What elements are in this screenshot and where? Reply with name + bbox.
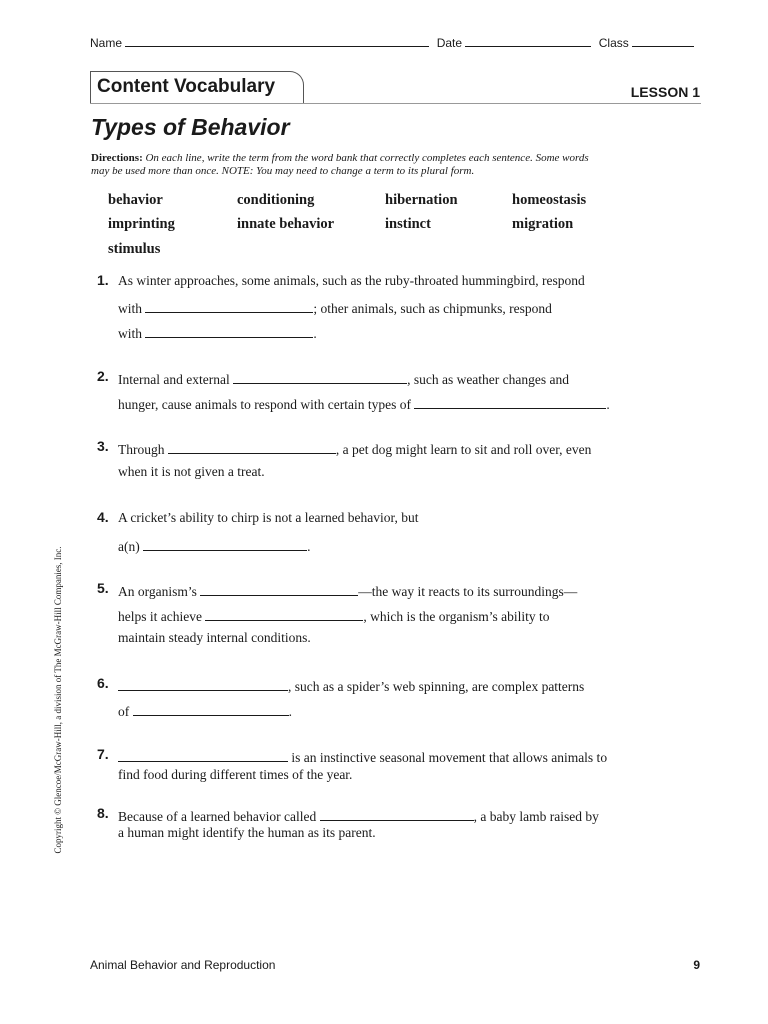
answer-blank[interactable] — [143, 536, 307, 551]
question-text: . — [307, 539, 311, 554]
class-field[interactable] — [632, 33, 694, 47]
header-divider — [90, 103, 701, 104]
question-text: . — [313, 326, 317, 341]
question-number: 6. — [97, 675, 109, 691]
directions-label: Directions: — [91, 152, 143, 164]
section-title: Content Vocabulary — [97, 76, 276, 97]
question-text: —the way it reacts to its surroundings— — [358, 584, 578, 599]
question-number: 5. — [97, 580, 109, 596]
page-number: 9 — [693, 958, 700, 972]
question-text: Because of a learned behavior called — [118, 809, 317, 824]
answer-blank[interactable] — [233, 369, 407, 384]
word-bank-item: imprinting — [108, 216, 175, 232]
question-text: a(n) — [118, 539, 140, 554]
name-field[interactable] — [125, 33, 429, 47]
word-bank-item: migration — [512, 216, 574, 232]
question-number: 7. — [97, 746, 109, 762]
directions-line2: may be used more than once. NOTE: You may need to change a term to its plural form. — [91, 165, 475, 177]
date-field[interactable] — [465, 33, 591, 47]
question-text: find food during different times of the year. — [118, 767, 353, 782]
question-text: A cricket’s ability to chirp is not a learned behavior, but — [118, 510, 419, 525]
student-info-row — [90, 33, 694, 50]
question-text: hunger, cause animals to respond with certain types of — [118, 397, 411, 412]
question-text: As winter approaches, some animals, such as the ruby-throated hummingbird, respond — [118, 273, 585, 288]
date-label: Date — [436, 36, 463, 50]
question-text: Internal and external — [118, 372, 230, 387]
question-text: , a baby lamb raised by — [473, 809, 599, 824]
question-text: Through — [118, 442, 165, 457]
question-text: An organism’s — [118, 584, 197, 599]
question-text: . — [606, 397, 610, 412]
answer-blank[interactable] — [320, 806, 474, 821]
question-text: with — [118, 326, 143, 341]
question-text: with — [118, 301, 143, 316]
answer-blank[interactable] — [168, 439, 336, 454]
name-label: Name — [90, 36, 123, 50]
question-number: 3. — [97, 438, 109, 454]
answer-blank[interactable] — [414, 394, 606, 409]
footer-book-title: Animal Behavior and Reproduction — [90, 958, 276, 972]
question-text: . — [288, 704, 292, 719]
question-text: ; other animals, such as chipmunks, respond — [313, 301, 552, 316]
question-text: , such as weather changes and — [407, 372, 570, 387]
answer-blank[interactable] — [205, 606, 363, 621]
word-bank-item: hibernation — [385, 192, 458, 208]
question-text: of — [118, 704, 130, 719]
question-text: , which is the organism’s ability to — [363, 609, 550, 624]
answer-blank[interactable] — [145, 298, 313, 313]
question-text: , a pet dog might learn to sit and roll over, even — [335, 442, 592, 457]
answer-blank[interactable] — [133, 701, 289, 716]
directions-line1: On each line, write the term from the word bank that correctly completes each sentence. Some words — [145, 152, 589, 164]
page-title: Types of Behavior — [91, 114, 290, 140]
question-number: 4. — [97, 509, 109, 525]
word-bank-item: behavior — [108, 192, 163, 208]
word-bank-item: innate behavior — [237, 216, 335, 232]
answer-blank[interactable] — [200, 581, 358, 596]
word-bank-item: homeostasis — [512, 192, 587, 208]
answer-blank[interactable] — [118, 676, 288, 691]
copyright-notice: Copyright © Glencoe/McGraw-Hill, a division of The McGraw-Hill Companies, Inc. — [53, 546, 63, 854]
question-text: a human might identify the human as its parent. — [118, 825, 376, 840]
question-text: is an instinctive seasonal movement that allows animals to — [291, 750, 608, 765]
question-text: maintain steady internal conditions. — [118, 630, 311, 645]
lesson-label: LESSON 1 — [630, 84, 700, 100]
word-bank-item: instinct — [385, 216, 431, 232]
directions — [91, 152, 651, 178]
question-number: 2. — [97, 368, 109, 384]
question-number: 1. — [97, 272, 109, 288]
question-number: 8. — [97, 805, 109, 821]
question-text: helps it achieve — [118, 609, 202, 624]
answer-blank[interactable] — [118, 747, 288, 762]
word-bank-item: conditioning — [237, 192, 315, 208]
answer-blank[interactable] — [145, 323, 313, 338]
word-bank-item: stimulus — [108, 241, 161, 257]
question-text: when it is not given a treat. — [118, 464, 265, 479]
class-label: Class — [598, 36, 629, 50]
question-text: , such as a spider’s web spinning, are complex patterns — [288, 679, 585, 694]
